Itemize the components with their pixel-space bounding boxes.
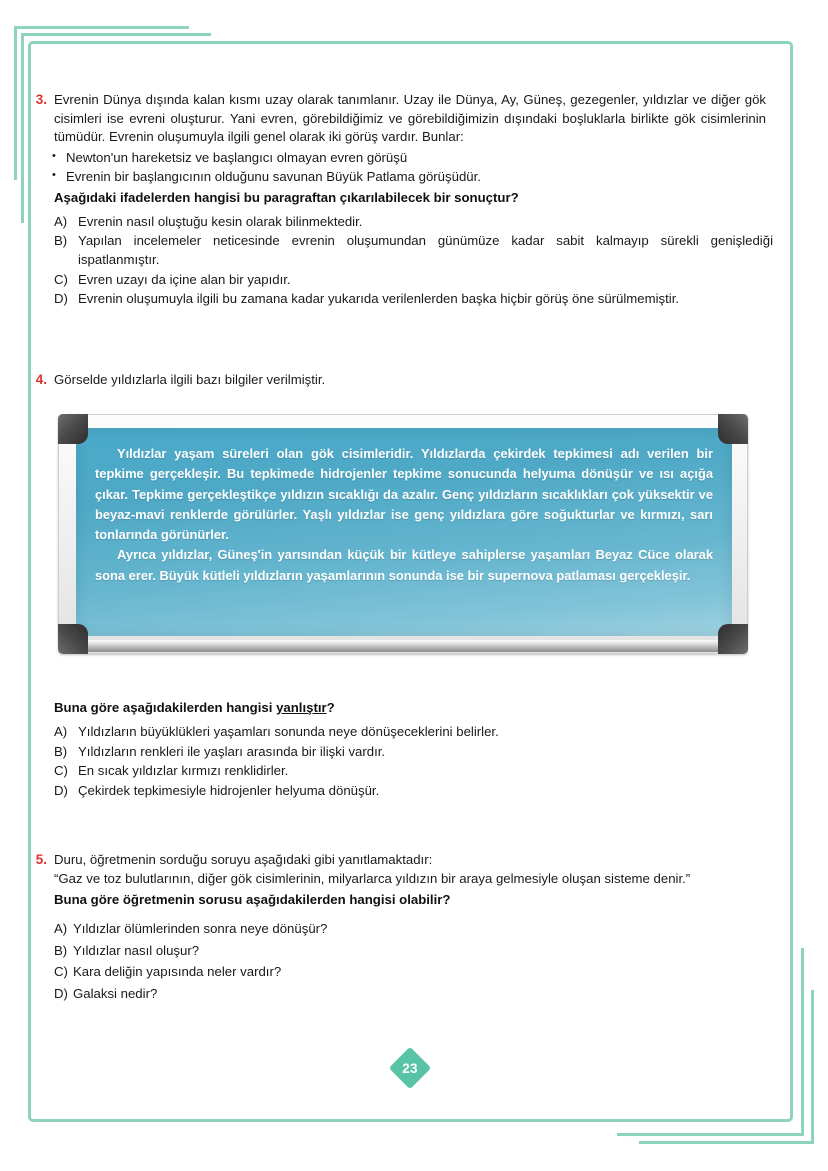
question-3-header	[28, 91, 793, 147]
question-3-paragraph: Evrenin Dünya dışında kalan kısmı uzay olarak tanımlanır. Uzay ile Dünya, Ay, Güneş, gezegenler, yıldızlar ve diğer gök cisimleri ise evreni oluşturur. Yani evren, görebildiğimiz ve görebildiğimizin dışındaki boşluklarla birlikte gök cisimlerinin tümüdür. Evrenin oluşumuyla ilgili genel olarak iki görüş vardır. Bunlar:	[54, 92, 766, 145]
question-5-quote: “Gaz ve toz bulutlarının, diğer gök cisimlerinin, milyarlarca yıldızın bir araya gelmesiyle oluşan sisteme denir.”	[54, 870, 691, 886]
question-4	[28, 371, 793, 390]
option-b[interactable]	[54, 942, 793, 961]
question-4-paragraph: Görselde yıldızlarla ilgili bazı bilgiler verilmiştir.	[54, 372, 326, 387]
option-c-letter: C)	[54, 964, 68, 980]
option-d-letter: D)	[54, 782, 68, 798]
option-a[interactable]	[54, 723, 793, 742]
option-a[interactable]	[54, 213, 793, 232]
question-4-options	[54, 723, 793, 800]
option-c-letter: C)	[54, 763, 68, 779]
decor-corner-line-top-left-outer-vertical	[14, 26, 17, 180]
option-b-text: Yıldızlar nasıl oluşur?	[73, 942, 200, 958]
decor-corner-line-bottom-right-inner-vertical	[801, 948, 804, 1136]
option-b[interactable]	[54, 743, 793, 762]
option-a-letter: A)	[54, 724, 68, 739]
decor-corner-line-bottom-right-outer-vertical	[811, 990, 814, 1144]
option-a-text: Yıldızların büyüklükleri yaşamları sonunda neye dönüşeceklerini belirler.	[78, 724, 499, 739]
option-d-text: Çekirdek tepkimesiyle hidrojenler helyuma dönüşür.	[78, 782, 380, 798]
option-a-letter: A)	[54, 213, 68, 229]
option-b-letter: B)	[54, 233, 68, 249]
decor-corner-line-top-left-outer-horizontal	[14, 26, 189, 29]
option-c-text: En sıcak yıldızlar kırmızı renklidirler.	[78, 763, 289, 779]
whiteboard-text	[76, 428, 732, 596]
question-5-options	[54, 920, 793, 1003]
page-number: 23	[402, 1060, 418, 1076]
option-c-text: Evren uzayı da içine alan bir yapıdır.	[78, 271, 291, 287]
option-c-text: Kara deliğin yapısında neler vardır?	[73, 964, 282, 980]
whiteboard-paragraph-2: Ayrıca yıldızlar, Güneş'in yarısından küçük bir kütleye sahiplerse yaşamları Beyaz Cüce olarak sona erer. Büyük kütleli yıldızların yaşamlarının sonunda ise bir supernova patlaması gerçekleşir.	[95, 547, 713, 583]
question-4-stem-suffix: ?	[326, 700, 335, 715]
option-a-text: Yıldızlar ölümlerinden sonra neye dönüşür?	[73, 921, 328, 937]
question-4-answers	[54, 696, 793, 801]
decor-corner-line-top-left-inner-vertical	[21, 33, 24, 223]
whiteboard-rail	[60, 640, 746, 652]
option-d[interactable]	[54, 782, 793, 801]
page-content	[28, 41, 793, 1122]
option-b-letter: B)	[54, 743, 68, 759]
decor-corner-line-bottom-right-inner-horizontal	[617, 1133, 804, 1136]
whiteboard-paragraph-1: Yıldızlar yaşam süreleri olan gök cisimleridir. Yıldızlarda çekirdek tepkimesi adı verilen bir tepkime gerçekleşir. Bu tepkimede hidrojenler tepkime sonucunda helyuma dönüşür ve ısı açığa çıkar. Tepkime gerçekleştikçe yıldızın sıcaklığı da azalır. Genç yıldızların sıcaklıkları çok yüksektir ve beyaz-mavi renklerde görülürler. Yaşlı yıldızlar ise genç yıldızlara göre soğukturlar ve kırmızı, sarı tonlarında görünürler.	[95, 446, 713, 543]
question-3-stem: Aşağıdaki ifadelerden hangisi bu paragraftan çıkarılabilecek bir sonuçtur?	[54, 189, 519, 205]
question-4-stem-prefix: Buna göre aşağıdakilerden hangisi	[54, 700, 277, 715]
question-4-header	[28, 371, 793, 390]
list-item: • Evrenin bir başlangıcının olduğunu savunan Büyük Patlama görüşüdür.	[52, 167, 793, 186]
question-5-header	[28, 851, 793, 870]
whiteboard-visual	[58, 414, 748, 669]
option-a[interactable]	[54, 920, 793, 939]
option-c-letter: C)	[54, 271, 68, 287]
question-3	[28, 91, 793, 310]
question-4-stem-underlined: yanlıştır	[276, 700, 327, 715]
whiteboard-corner-bottom-left-icon	[58, 624, 88, 654]
decor-corner-line-top-left-inner-horizontal	[21, 33, 211, 36]
question-4-stem	[54, 698, 793, 717]
option-d[interactable]	[54, 290, 793, 309]
whiteboard-corner-top-right-icon	[718, 414, 748, 444]
question-4-number: 4.	[35, 372, 47, 387]
question-3-number: 3.	[35, 92, 47, 107]
option-b-text: Yıldızların renkleri ile yaşları arasında bir ilişki vardır.	[78, 743, 386, 759]
question-3-options	[54, 213, 793, 309]
decor-corner-line-bottom-right-outer-horizontal	[639, 1141, 814, 1144]
whiteboard-corner-top-left-icon	[58, 414, 88, 444]
option-d-letter: D)	[54, 985, 68, 1001]
question-3-bullet-list	[28, 148, 793, 186]
whiteboard-surface	[76, 428, 732, 636]
option-a-letter: A)	[54, 921, 68, 937]
option-d-letter: D)	[54, 291, 68, 307]
option-d-text: Galaksi nedir?	[73, 985, 158, 1001]
page-number-badge	[389, 1047, 431, 1089]
question-5-stem: Buna göre öğretmenin sorusu aşağıdakilerden hangisi olabilir?	[54, 892, 451, 908]
option-c[interactable]	[54, 271, 793, 290]
option-c[interactable]	[54, 963, 793, 982]
list-item: • Newton'un hareketsiz ve başlangıcı olmayan evren görüşü	[52, 148, 793, 167]
whiteboard-corner-bottom-right-icon	[718, 624, 748, 654]
option-c[interactable]	[54, 762, 793, 781]
option-d-text: Evrenin oluşumuyla ilgili bu zamana kadar yukarıda verilenlerden başka hiçbir görüş öne sürülmemiştir.	[78, 291, 680, 307]
option-b-letter: B)	[54, 942, 68, 958]
option-a-text: Evrenin nasıl oluştuğu kesin olarak bilinmektedir.	[78, 213, 363, 229]
option-b[interactable]	[54, 232, 793, 269]
question-5-number: 5.	[35, 852, 47, 867]
option-d[interactable]	[54, 985, 793, 1004]
question-5	[28, 851, 793, 1007]
option-b-text: Yapılan incelemeler neticesinde evrenin oluşumundan günümüze kadar sabit kalmayıp sürekli genişlediği ispatlanmıştır.	[78, 233, 773, 267]
question-5-paragraph: Duru, öğretmenin sorduğu soruyu aşağıdaki gibi yanıtlamaktadır:	[54, 852, 433, 867]
